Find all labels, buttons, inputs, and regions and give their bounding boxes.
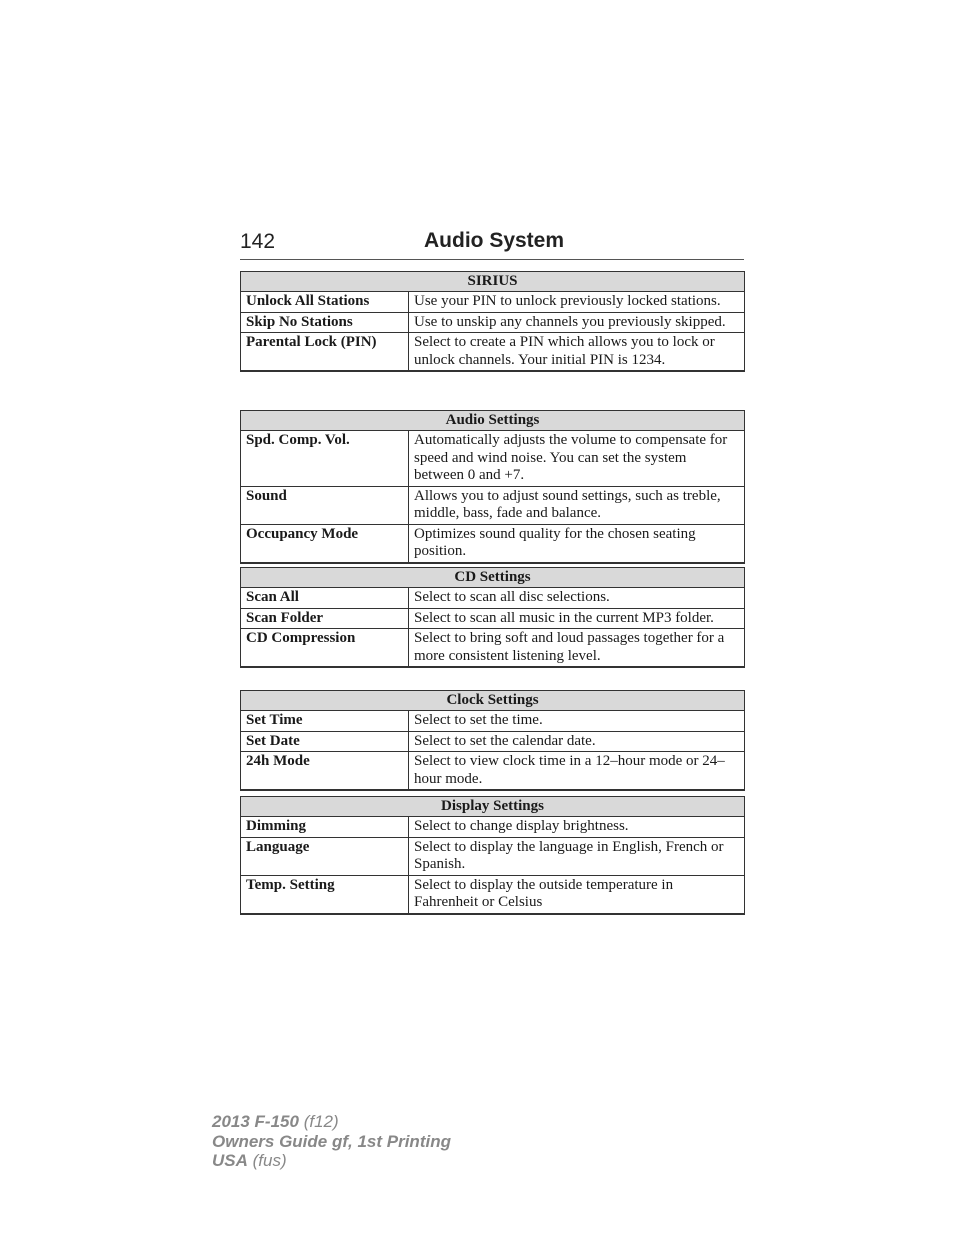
footer-line-model bbox=[212, 1112, 451, 1132]
table-row bbox=[241, 837, 745, 875]
setting-description: Select to set the calendar date. bbox=[409, 731, 745, 752]
table-heading: SIRIUS bbox=[241, 272, 745, 292]
setting-description: Select to scan all music in the current MP3 folder. bbox=[409, 608, 745, 629]
page-footer bbox=[212, 1112, 451, 1171]
setting-description: Optimizes sound quality for the chosen seating position. bbox=[409, 524, 745, 563]
table-row bbox=[241, 312, 745, 333]
table-row bbox=[241, 629, 745, 668]
setting-name: Scan All bbox=[241, 588, 409, 609]
clock-settings-table bbox=[240, 690, 745, 791]
table-heading-row bbox=[241, 272, 745, 292]
sirius-table bbox=[240, 271, 745, 372]
setting-description: Allows you to adjust sound settings, such as treble, middle, bass, fade and balance. bbox=[409, 486, 745, 524]
setting-description: Select to display the outside temperature in Fahrenheit or Celsius bbox=[409, 875, 745, 914]
page-number: 142 bbox=[240, 230, 276, 253]
setting-name: Language bbox=[241, 837, 409, 875]
setting-name: Set Time bbox=[241, 711, 409, 732]
setting-description: Select to change display brightness. bbox=[409, 817, 745, 838]
setting-description: Use your PIN to unlock previously locked stations. bbox=[409, 292, 745, 313]
table-heading: CD Settings bbox=[241, 568, 745, 588]
setting-description: Automatically adjusts the volume to compensate for speed and wind noise. You can set the system between 0 and +7. bbox=[409, 431, 745, 487]
table-row bbox=[241, 431, 745, 487]
setting-name: Temp. Setting bbox=[241, 875, 409, 914]
table-heading-row bbox=[241, 411, 745, 431]
setting-name: Spd. Comp. Vol. bbox=[241, 431, 409, 487]
setting-name: Unlock All Stations bbox=[241, 292, 409, 313]
setting-description: Use to unskip any channels you previously skipped. bbox=[409, 312, 745, 333]
table-heading-row bbox=[241, 797, 745, 817]
table-row bbox=[241, 711, 745, 732]
audio-settings-table bbox=[240, 410, 745, 564]
table-row bbox=[241, 752, 745, 791]
table-heading-row bbox=[241, 568, 745, 588]
setting-name: Sound bbox=[241, 486, 409, 524]
setting-name: Parental Lock (PIN) bbox=[241, 333, 409, 372]
setting-description: Select to create a PIN which allows you to lock or unlock channels. Your initial PIN is 1234. bbox=[409, 333, 745, 372]
table-row bbox=[241, 292, 745, 313]
setting-description: Select to view clock time in a 12–hour mode or 24–hour mode. bbox=[409, 752, 745, 791]
footer-guide: Owners Guide gf, 1st Printing bbox=[212, 1131, 451, 1151]
table-heading-row bbox=[241, 691, 745, 711]
page-header bbox=[240, 226, 744, 260]
setting-description: Select to display the language in English, French or Spanish. bbox=[409, 837, 745, 875]
table-heading: Display Settings bbox=[241, 797, 745, 817]
footer-region: USA bbox=[212, 1151, 248, 1170]
setting-name: Occupancy Mode bbox=[241, 524, 409, 563]
table-heading: Clock Settings bbox=[241, 691, 745, 711]
setting-name: Scan Folder bbox=[241, 608, 409, 629]
setting-description: Select to set the time. bbox=[409, 711, 745, 732]
footer-model-code: (f12) bbox=[303, 1112, 339, 1131]
table-row bbox=[241, 486, 745, 524]
table-row bbox=[241, 588, 745, 609]
setting-name: Set Date bbox=[241, 731, 409, 752]
footer-model: 2013 F-150 bbox=[212, 1112, 299, 1131]
table-row bbox=[241, 817, 745, 838]
table-row bbox=[241, 875, 745, 914]
setting-name: Skip No Stations bbox=[241, 312, 409, 333]
page-title: Audio System bbox=[424, 229, 565, 252]
setting-description: Select to bring soft and loud passages together for a more consistent listening level. bbox=[409, 629, 745, 668]
cd-settings-table bbox=[240, 567, 745, 668]
table-row bbox=[241, 333, 745, 372]
footer-line-guide bbox=[212, 1132, 451, 1152]
footer-line-region bbox=[212, 1151, 451, 1171]
setting-name: 24h Mode bbox=[241, 752, 409, 791]
table-heading: Audio Settings bbox=[241, 411, 745, 431]
table-row bbox=[241, 608, 745, 629]
footer-region-code: (fus) bbox=[252, 1151, 287, 1170]
setting-name: Dimming bbox=[241, 817, 409, 838]
setting-description: Select to scan all disc selections. bbox=[409, 588, 745, 609]
table-row bbox=[241, 731, 745, 752]
setting-name: CD Compression bbox=[241, 629, 409, 668]
table-row bbox=[241, 524, 745, 563]
display-settings-table bbox=[240, 796, 745, 915]
